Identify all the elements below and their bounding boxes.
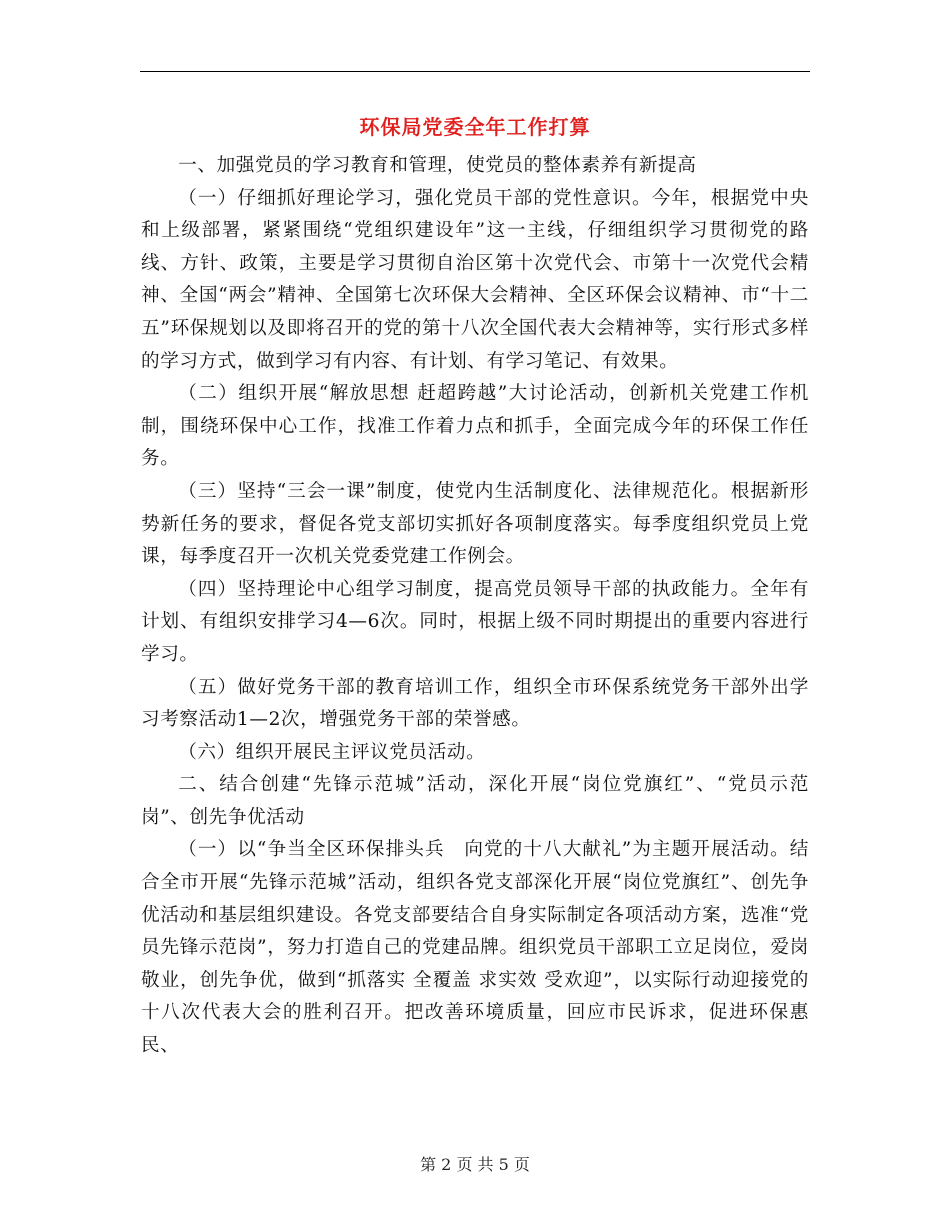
footer-page-number: 2: [441, 1155, 452, 1174]
document-title: 环保局党委全年工作打算: [359, 115, 591, 139]
document-body: [141, 150, 809, 1063]
paragraph: （三）坚持“三会一课”制度，使党内生活制度化、法律规范化。根据新形势新任务的要求，督促各党支部切实抓好各项制度落实。每季度组织党员上党课，每季度召开一次机关党委党建工作例会。: [141, 480, 809, 568]
paragraph: （一）仔细抓好理论学习，强化党员干部的党性意识。今年，根据党中央和上级部署，紧紧围绕“党组织建设年”这一主线，仔细组织学习贯彻党的路线、方针、政策，主要是学习贯彻自治区第十次党代会、市第十一次党代会精神、全国“两会”精神、全国第七次环保大会精神、全区环保会议精神、市“十二五”环保规划以及即将召开的党的第十八次全国代表大会精神等，实行形式多样的学习方式，做到学习有内容、有计划、有学习笔记、有效果。: [141, 187, 809, 372]
paragraph: （一）以“争当全区环保排头兵 向党的十八大献礼”为主题开展活动。结合全市开展“先锋示范城”活动，组织各党支部深化开展“岗位党旗红”、创先争优活动和基层组织建设。各党支部要结合自身实际制定各项活动方案，选准“党员先锋示范岗”，努力打造自己的党建品牌。组织党员干部职工立足岗位，爱岗敬业，创先争优，做到“抓落实 全覆盖 求实效 受欢迎”，以实际行动迎接党的十八次代表大会的胜利召开。把改善环境质量，回应市民诉求，促进环保惠民、: [141, 839, 809, 1057]
paragraph: （五）做好党务干部的教育培训工作，组织全市环保系统党务干部外出学习考察活动1—2次，增强党务干部的荣誉感。: [141, 676, 809, 731]
footer-prefix: 第: [420, 1155, 437, 1174]
header-rule: [140, 71, 810, 72]
section-heading-2: 二、结合创建“先锋示范城”活动，深化开展“岗位党旗红”、“党员示范岗”、创先争优活动: [141, 774, 809, 828]
footer-total-pages: 5: [498, 1155, 509, 1174]
paragraph: （六）组织开展民主评议党员活动。: [178, 741, 486, 763]
footer-suffix: 页: [513, 1155, 530, 1174]
paragraph: （二）组织开展“解放思想 赶超跨越”大讨论活动，创新机关党建工作机制，围绕环保中心工作，找准工作着力点和抓手，全面完成今年的环保工作任务。: [141, 383, 809, 470]
footer-middle: 页 共: [456, 1155, 494, 1174]
page-footer: [0, 1153, 950, 1177]
paragraph: （四）坚持理论中心组学习制度，提高党员领导干部的执政能力。全年有计划、有组织安排学习4—6次。同时，根据上级不同时期提出的重要内容进行学习。: [141, 578, 809, 665]
section-heading-1: 一、加强党员的学习教育和管理，使党员的整体素养有新提高: [178, 155, 697, 176]
